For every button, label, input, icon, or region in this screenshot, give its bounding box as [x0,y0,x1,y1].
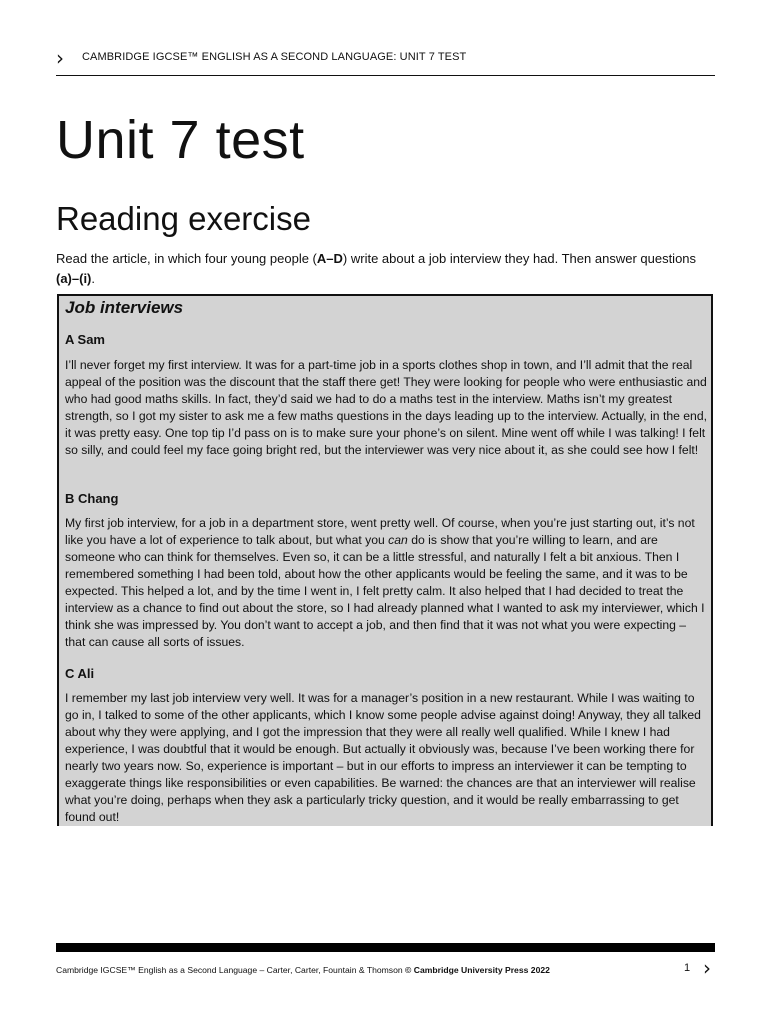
section-text-b-emphasis: can [388,533,408,547]
running-header [56,48,715,76]
section-title: Reading exercise [56,200,311,237]
intro-text-1: Read the article, in which four young people ( [56,251,317,266]
header-title: CAMBRIDGE IGCSE™ ENGLISH AS A SECOND LANGUAGE: UNIT 7 TEST [82,51,467,63]
intro-paragraph [56,249,706,289]
footer-rule [56,943,715,952]
page-number: 1 [684,962,691,974]
section-text-a: I’ll never forget my first interview. It was for a part-time job in a sports clothes shop in town, and I’ll admit that the real appeal of the position was the discount that the staff there get! They were looking for people who were enthusiastic and who had good maths skills. In fact, they’d said we had to do a maths test in the interview. Maths isn’t my greatest strength, so I got my sister to ask me a few maths questions in the days leading up to the interview. Actually, in the end, it was pretty easy. One top tip I’d pass on is to make sure your phone’s on silent. Mine went off while I was talking! I felt so silly, and could feel my face going bright red, but the interviewer was very nice about it, as she could see how I felt! [65,358,707,457]
intro-text-2: ) write about a job interview they had. Then answer questions [342,251,697,266]
intro-bold-1: A–D [316,251,343,266]
article-title: Job interviews [65,298,184,317]
section-heading-b: B Chang [65,491,119,506]
article-box [57,294,713,826]
section-text-b [65,515,709,651]
section-heading-c: C Ali [65,666,95,681]
next-page-chevron-icon: › [703,956,711,980]
intro-text-3: . [91,271,96,286]
section-text-b-part1: My first job interview, for a job in a department store, went pretty well. Of course, when you’re just starting out, it’s not like you have a lot of experience to talk about, but what you [65,516,695,547]
footer-copyright: © Cambridge University Press 2022 [405,965,550,975]
intro-bold-2: (a)–(i) [56,271,92,286]
section-text-c: I remember my last job interview very well. It was for a manager’s position in a new restaurant. While I was waiting to go in, I talked to some of the other applicants, which I know some people advise against doing! Anyway, they all talked about why they were applying, and I got the impression that they were all really well qualified. While I knew I had experience, I was doubtful that it would be enough. But actually it obviously was, because I’ve been working there for nearly two years now. So, experience is important – but in our efforts to impress an interviewer it can be tempting to exaggerate things like responsibilities or even capabilities. Be warned: the chances are that an interviewer will realise what you’re doing, perhaps when they ask a particularly tricky question, and it would be really embarrassing to get found out! [65,691,701,824]
page-title: Unit 7 test [56,110,305,170]
section-text-b-part2: do is show that you’re willing to learn, and are someone who can think for themselves. Even so, it can be a little stressful, and naturally I felt a bit anxious. Then I remembered something I had been told, about how the other applicants would be feeling the same, and it was to be expected. This helped a lot, and by the time I went in, I felt pretty calm. It also helped that I had decided to treat the interview as a chance to find out about the store, so I had already planned what I wanted to ask my interviewer, which I think she was impressed by. You don’t want to accept a job, and then find that it was not what you were expecting – that can cause all sorts of issues. [65,533,705,649]
footer-text: Cambridge IGCSE™ English as a Second Language – Carter, Carter, Fountain & Thomson [56,965,403,975]
chevron-right-icon: › [56,46,64,70]
footer-credit [56,964,550,976]
section-heading-a: A Sam [65,332,105,347]
